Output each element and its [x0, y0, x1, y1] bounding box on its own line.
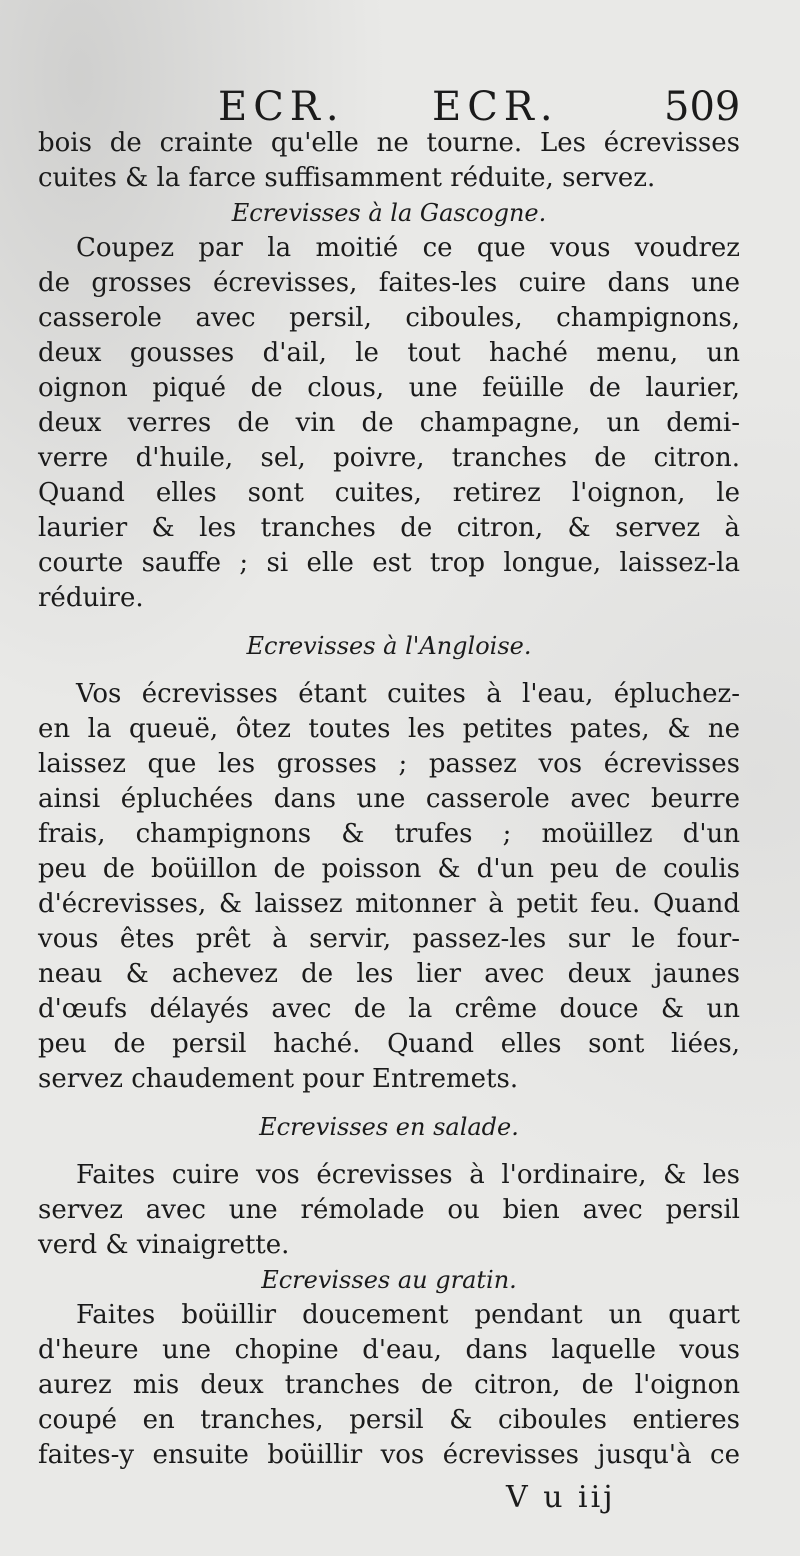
- text-line: ainsi épluchées dans une casserole avec beurre: [38, 784, 740, 814]
- text-line: laissez que les grosses ; passez vos écrevisses: [38, 749, 740, 779]
- text-line: en la queuë, ôtez toutes les petites pates, & ne: [38, 714, 740, 744]
- header-left-word: ECR.: [218, 84, 345, 130]
- section-heading-angloise: Ecrevisses à l'Angloise.: [246, 632, 532, 660]
- text-line: verd & vinaigrette.: [38, 1230, 290, 1260]
- text-line: verre d'huile, sel, poivre, tranches de citron.: [38, 443, 740, 473]
- text-line: de grosses écrevisses, faites-les cuire dans une: [38, 268, 740, 298]
- page-number: 509: [664, 84, 741, 130]
- text-line: d'écrevisses, & laissez mitonner à petit feu. Quand: [38, 889, 740, 919]
- text-line: casserole avec persil, ciboules, champignons,: [38, 303, 740, 333]
- text-line: deux verres de vin de champagne, un demi-: [38, 408, 740, 438]
- text-line: Quand elles sont cuites, retirez l'oignon, le: [38, 478, 740, 508]
- text-line: Vos écrevisses étant cuites à l'eau, épluchez-: [76, 679, 740, 709]
- section-heading-gratin: Ecrevisses au gratin.: [261, 1266, 517, 1294]
- text-line: peu de boüillon de poisson & d'un peu de coulis: [38, 854, 740, 884]
- text-line: frais, champignons & trufes ; moüillez d'un: [38, 819, 740, 849]
- text-line: neau & achevez de les lier avec deux jaunes: [38, 959, 740, 989]
- text-line: Faites boüillir doucement pendant un quart: [76, 1300, 740, 1330]
- text-line: aurez mis deux tranches de citron, de l'oignon: [38, 1370, 740, 1400]
- text-line: bois de crainte qu'elle ne tourne. Les écrevisses: [38, 128, 740, 158]
- text-line: cuites & la farce suffisamment réduite, servez.: [38, 163, 656, 193]
- text-line: d'heure une chopine d'eau, dans laquelle vous: [38, 1335, 740, 1365]
- text-line: peu de persil haché. Quand elles sont liées,: [38, 1029, 740, 1059]
- text-line: d'œufs délayés avec de la crême douce & un: [38, 994, 740, 1024]
- signature-mark: V u iij: [506, 1480, 616, 1515]
- text-line: Coupez par la moitié ce que vous voudrez: [76, 233, 740, 263]
- text-line: deux gousses d'ail, le tout haché menu, un: [38, 338, 740, 368]
- text-line: laurier & les tranches de citron, & servez à: [38, 513, 740, 543]
- text-line: faites-y ensuite boüillir vos écrevisses jusqu'à ce: [38, 1440, 740, 1470]
- text-line: oignon piqué de clous, une feüille de laurier,: [38, 373, 740, 403]
- header-right-word: ECR.: [432, 84, 559, 130]
- text-line: Faites cuire vos écrevisses à l'ordinaire, & les: [76, 1160, 740, 1190]
- text-line: coupé en tranches, persil & ciboules entieres: [38, 1405, 740, 1435]
- text-line: courte sauffe ; si elle est trop longue, laissez-la: [38, 548, 740, 578]
- text-line: vous êtes prêt à servir, passez-les sur le four-: [38, 924, 740, 954]
- text-line: servez avec une rémolade ou bien avec persil: [38, 1195, 740, 1225]
- text-line: servez chaudement pour Entremets.: [38, 1064, 519, 1094]
- section-heading-salade: Ecrevisses en salade.: [259, 1113, 519, 1141]
- section-heading-gascogne: Ecrevisses à la Gascogne.: [231, 199, 547, 227]
- text-line: réduire.: [38, 583, 144, 613]
- page-body: [38, 126, 740, 1473]
